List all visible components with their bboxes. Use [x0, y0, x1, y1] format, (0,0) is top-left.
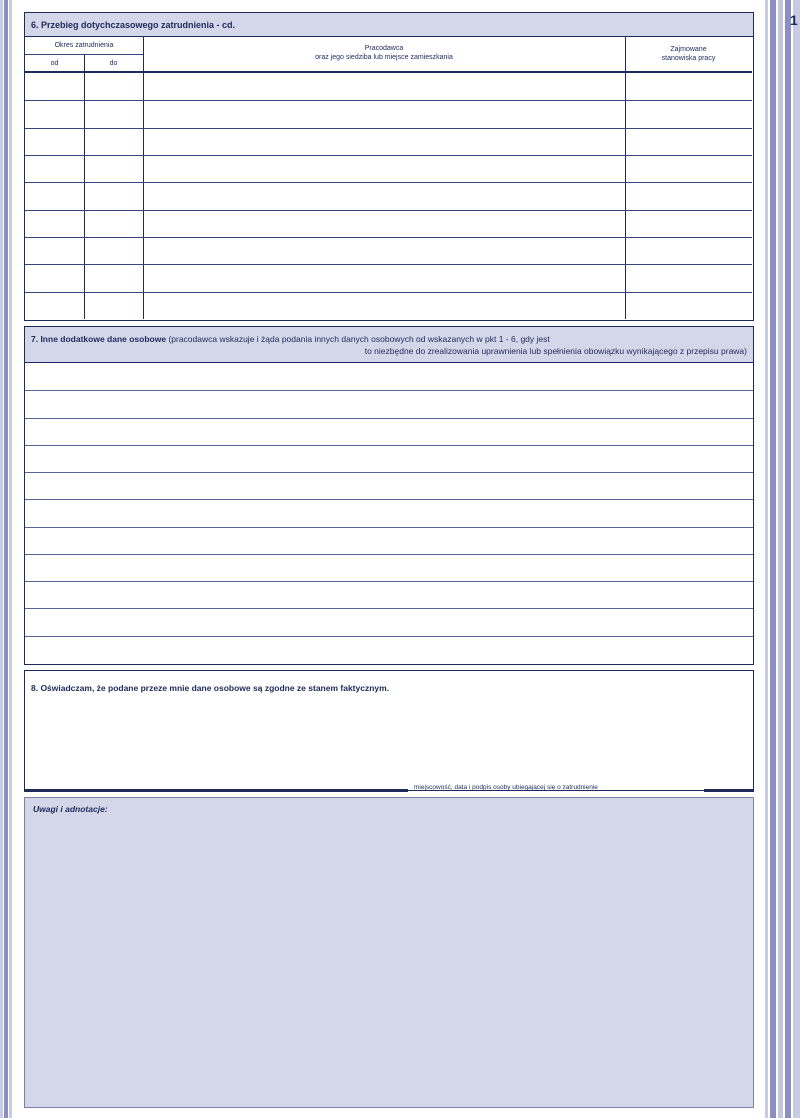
- table-row-divider: [25, 237, 752, 238]
- right-margin-stripe: [793, 0, 800, 1118]
- section7-title-bold: 7. Inne dodatkowe dane osobowe: [31, 334, 167, 344]
- col-period-label: Okres zatrudnienia: [54, 42, 114, 49]
- ruled-line: [25, 472, 753, 473]
- right-margin-stripe: [770, 0, 776, 1118]
- header-divider: [25, 54, 143, 55]
- additional-data-lines[interactable]: [25, 363, 753, 664]
- header-divider: [25, 71, 752, 73]
- table-row-divider: [25, 155, 752, 156]
- signature-line: [704, 789, 754, 792]
- right-margin-stripe: [778, 0, 783, 1118]
- col-position-label: [625, 45, 752, 63]
- signature-caption: miejscowość, data i podpis osoby ubiegającej się o zatrudnienie: [414, 784, 598, 791]
- col-employer-line1: Pracodawca: [364, 45, 404, 52]
- col-employer-label: [143, 44, 625, 62]
- col-position-line1: Zajmowane: [670, 46, 707, 53]
- additional-data-section: [24, 326, 754, 665]
- ruled-line: [25, 390, 753, 391]
- col-position-line2: stanowiska pracy: [661, 55, 716, 62]
- col-to-label: do: [109, 60, 118, 67]
- table-row-divider: [25, 292, 752, 293]
- section7-title-line2: to niezbędne do zrealizowania uprawnienia lub spełnienia obowiązku wynikającego z przepisu prawa): [364, 346, 747, 356]
- table-row-divider: [25, 210, 752, 211]
- col-employer-line2: oraz jego siedziba lub miejsce zamieszkania: [315, 54, 453, 61]
- section7-title-rest: (pracodawca wskazuje i żąda podania innych danych osobowych od wskazanych w pkt 1 - 6, gdy jest: [166, 334, 550, 344]
- left-margin-stripe: [4, 0, 8, 1118]
- section6-title: 6. Przebieg dotychczasowego zatrudnienia - cd.: [25, 13, 753, 37]
- right-margin-stripe: [785, 0, 791, 1118]
- left-margin-stripe: [9, 0, 12, 1118]
- notes-area[interactable]: [24, 797, 754, 1108]
- column-divider: [625, 37, 626, 319]
- ruled-line: [25, 527, 753, 528]
- right-margin-stripe: [765, 0, 768, 1118]
- table-row-divider: [25, 100, 752, 101]
- employment-history-section: [24, 12, 754, 321]
- column-divider: [143, 37, 144, 319]
- notes-label: Uwagi i adnotacje:: [33, 804, 108, 814]
- col-from-label: od: [50, 60, 59, 67]
- ruled-line: [25, 608, 753, 609]
- table-row-divider: [25, 264, 752, 265]
- declaration-section: [24, 670, 754, 791]
- left-margin-stripe: [0, 0, 3, 1118]
- declaration-text: 8. Oświadczam, że podane przeze mnie dane osobowe są zgodne ze stanem faktycznym.: [31, 683, 390, 693]
- column-divider: [84, 55, 85, 319]
- table-row-divider: [25, 182, 752, 183]
- table-row-divider: [25, 128, 752, 129]
- ruled-line: [25, 445, 753, 446]
- ruled-line: [25, 554, 753, 555]
- ruled-line: [25, 636, 753, 637]
- employment-history-table: [25, 37, 752, 319]
- section7-title: [25, 327, 753, 363]
- ruled-line: [25, 499, 753, 500]
- ruled-line: [25, 418, 753, 419]
- ruled-line: [25, 581, 753, 582]
- page-number: 1: [790, 12, 798, 28]
- signature-line: [24, 789, 408, 792]
